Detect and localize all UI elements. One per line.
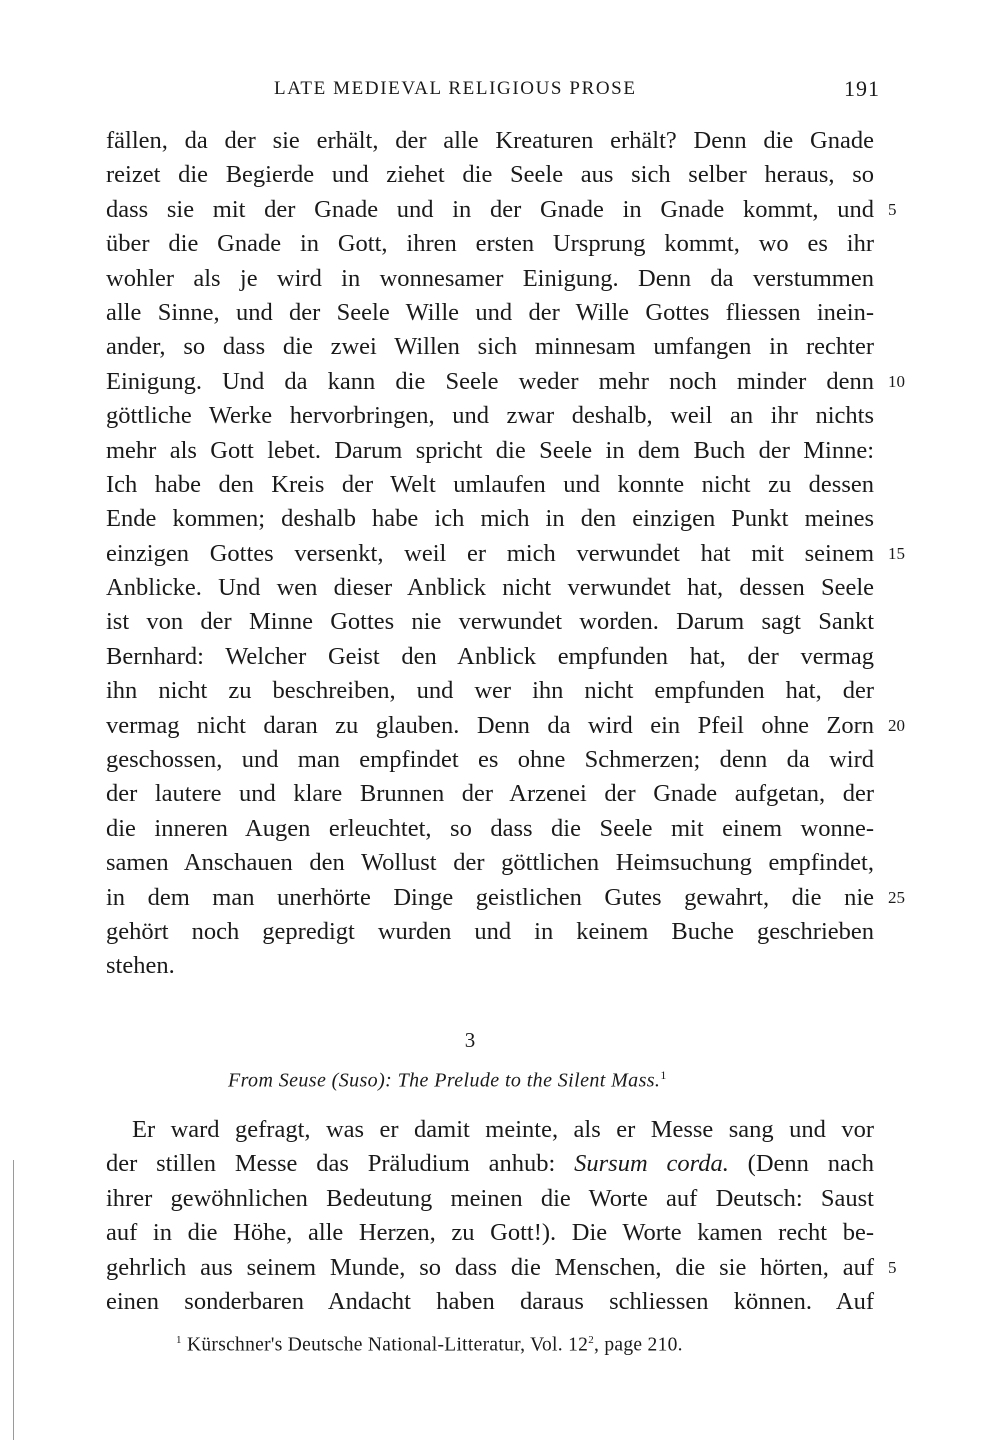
text-line bbox=[106, 709, 905, 743]
latin-phrase: Sursum corda. bbox=[574, 1150, 729, 1178]
text-line: Ende kommen; deshalb habe ich mich in den einzigen Punkt meines bbox=[106, 505, 874, 533]
section-title-text: From Seuse (Suso): The Prelude to the Silent Mass. bbox=[228, 1069, 661, 1092]
text-line: ander, so dass die zwei Willen sich minnesam umfangen in rechter bbox=[106, 333, 874, 361]
text-line: göttliche Werke hervorbringen, und zwar deshalb, weil an ihr nichts bbox=[106, 402, 874, 430]
text-line: samen Anschauen den Wollust der göttlichen Heimsuchung empfindet, bbox=[106, 849, 874, 877]
text-line-content: einzigen Gottes versenkt, weil er mich verwundet hat mit seinem bbox=[106, 539, 874, 567]
text-line-content: in dem man unerhörte Dinge geistlichen Gutes gewahrt, die nie bbox=[106, 883, 874, 911]
section-number: 3 bbox=[464, 1028, 476, 1052]
text-line: mehr als Gott lebet. Darum spricht die Seele in dem Buch der Minne: bbox=[106, 436, 874, 464]
line-number: 25 bbox=[888, 887, 905, 907]
text-line: ihn nicht zu beschreiben, und wer ihn nicht empfunden hat, der bbox=[106, 677, 874, 705]
text-segment: (Denn nach bbox=[728, 1150, 874, 1178]
text-line: der lautere und klare Brunnen der Arzenei der Gnade aufgetan, der bbox=[106, 780, 874, 808]
text-line-content: Einigung. Und da kann die Seele weder mehr noch minder denn bbox=[106, 367, 874, 395]
text-line bbox=[106, 537, 905, 571]
text-line: auf in die Höhe, alle Herzen, zu Gott!). Die Worte kamen recht be- bbox=[106, 1219, 874, 1247]
section-title bbox=[228, 1068, 667, 1093]
text-line bbox=[106, 881, 905, 915]
text-line-content: gehrlich aus seinem Munde, so dass die Menschen, die sie hörten, auf bbox=[106, 1253, 874, 1281]
footnote-mark: 1 bbox=[176, 1334, 182, 1346]
line-number: 10 bbox=[888, 371, 905, 391]
body-text-continuation bbox=[106, 124, 905, 984]
text-line: ihrer gewöhnlichen Bedeutung meinen die Worte auf Deutsch: Saust bbox=[106, 1184, 874, 1212]
text-line: die inneren Augen erleuchtet, so dass die Seele mit einem wonne- bbox=[106, 814, 874, 842]
line-number: 5 bbox=[888, 1257, 897, 1277]
text-line bbox=[106, 1147, 874, 1181]
text-line: einen sonderbaren Andacht haben daraus schliessen können. Auf bbox=[106, 1287, 874, 1315]
text-line bbox=[106, 365, 905, 399]
text-line: geschossen, und man empfindet es ohne Schmerzen; denn da wird bbox=[106, 746, 874, 774]
text-line: ist von der Minne Gottes nie verwundet worden. Darum sagt Sankt bbox=[106, 608, 874, 636]
text-line bbox=[106, 1251, 897, 1285]
footnote-superscript: 2 bbox=[588, 1334, 594, 1346]
line-number: 15 bbox=[888, 543, 905, 563]
text-line-content: dass sie mit der Gnade und in der Gnade in Gnade kommt, und bbox=[106, 195, 874, 223]
scan-margin-line bbox=[13, 1160, 14, 1440]
footnote-reference: 1 bbox=[660, 1068, 667, 1082]
text-line: Er ward gefragt, was er damit meinte, als er Messe sang und vor bbox=[132, 1116, 874, 1143]
text-line: Bernhard: Welcher Geist den Anblick empfunden hat, der vermag bbox=[106, 642, 874, 670]
footnote-text: Kürschner's Deutsche National-Litteratur, Vol. 12 bbox=[181, 1334, 589, 1356]
text-line: wohler als je wird in wonnesamer Einigung. Denn da verstummen bbox=[106, 264, 874, 292]
page-header bbox=[106, 78, 880, 108]
text-line: reizet die Begierde und ziehet die Seele aus sich selber heraus, so bbox=[106, 161, 874, 189]
text-line: Ich habe den Kreis der Welt umlaufen und konnte nicht zu dessen bbox=[106, 470, 874, 498]
body-text-section-3 bbox=[106, 1113, 897, 1319]
footnote-text-end: , page 210. bbox=[594, 1334, 683, 1356]
line-number: 5 bbox=[888, 199, 897, 219]
line-number: 20 bbox=[888, 715, 905, 735]
text-line-content: vermag nicht daran zu glauben. Denn da wird ein Pfeil ohne Zorn bbox=[106, 711, 874, 739]
footnote bbox=[176, 1334, 683, 1357]
text-line: stehen. bbox=[106, 952, 175, 980]
running-title: LATE MEDIEVAL RELIGIOUS PROSE bbox=[274, 78, 637, 99]
text-line: alle Sinne, und der Seele Wille und der Wille Gottes fliessen inein- bbox=[106, 298, 874, 326]
text-line: fällen, da der sie erhält, der alle Kreaturen erhält? Denn die Gnade bbox=[106, 127, 874, 154]
text-line: gehört noch gepredigt wurden und in keinem Buche geschrieben bbox=[106, 917, 874, 945]
text-line: über die Gnade in Gott, ihren ersten Ursprung kommt, wo es ihr bbox=[106, 230, 874, 258]
page-number: 191 bbox=[844, 76, 880, 101]
text-line bbox=[106, 193, 897, 227]
text-line: Anblicke. Und wen dieser Anblick nicht verwundet hat, dessen Seele bbox=[106, 574, 874, 602]
text-segment: der stillen Messe das Präludium anhub: bbox=[106, 1150, 575, 1178]
